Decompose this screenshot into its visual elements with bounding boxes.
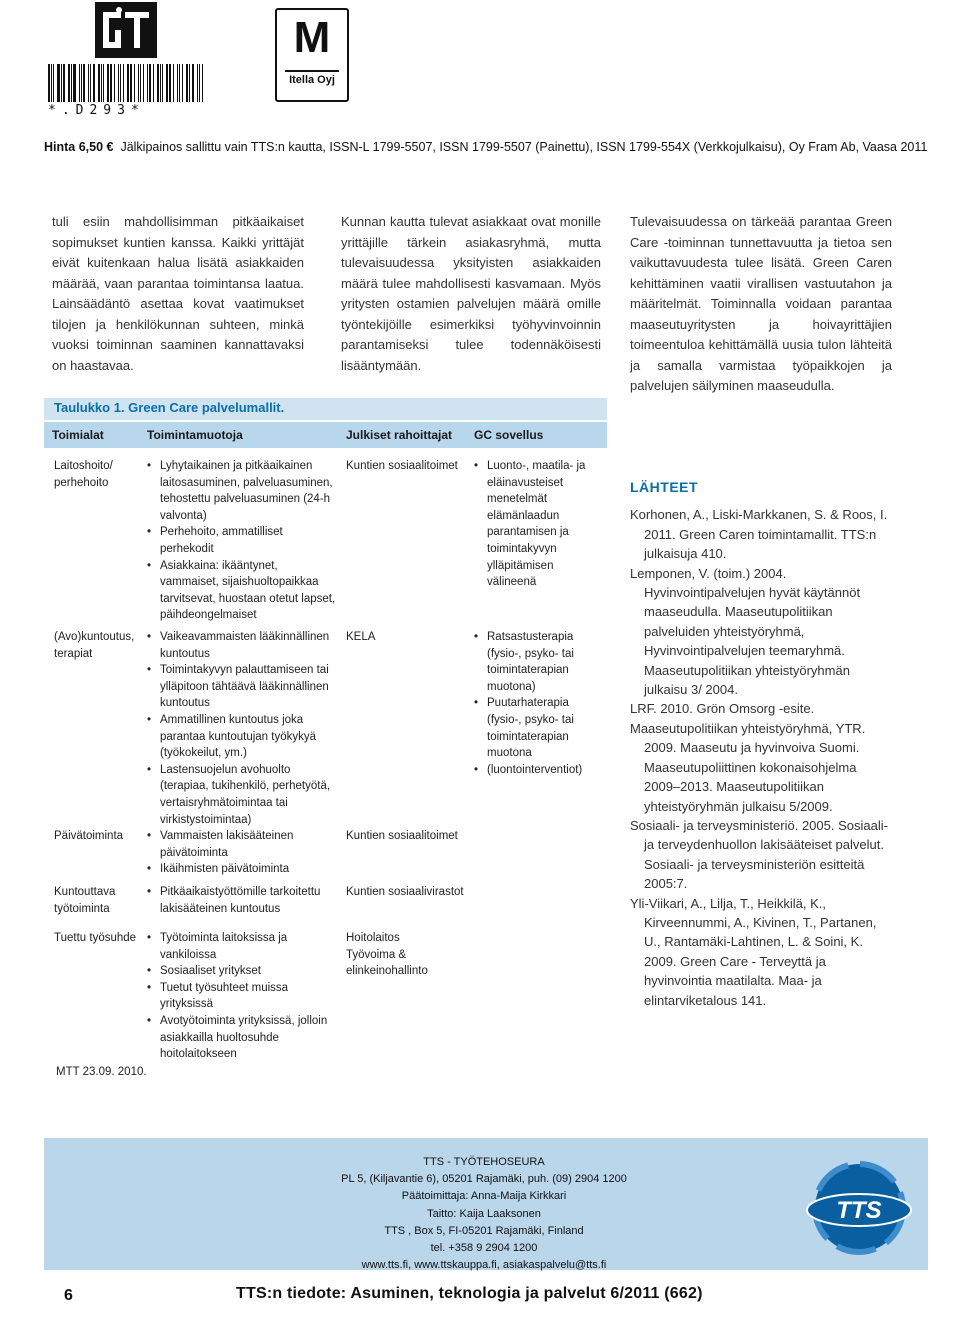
- barcode-bar: [177, 64, 178, 102]
- page-number: 6: [64, 1287, 73, 1304]
- footer-line: PL 5, (Kiljavantie 6), 05201 Rajamäki, puh. (09) 2904 1200: [341, 1173, 627, 1186]
- barcode-bar: [127, 64, 129, 102]
- barcode-bar: [114, 64, 115, 102]
- table-cell-funders: Hoitolaitos Työvoima & elinkeinohallinto: [346, 932, 428, 978]
- footer-contact: [224, 1154, 744, 1274]
- barcode-bar: [61, 64, 62, 102]
- list-item: • Ikäihmisten päivätoiminta: [147, 861, 339, 878]
- barcode-bar: [157, 64, 159, 102]
- barcode-bar: [93, 64, 95, 102]
- references-list: [630, 505, 892, 1010]
- footer-line: tel. +358 9 2904 1200: [430, 1242, 538, 1255]
- barcode-bar: [192, 64, 194, 102]
- list-item: • Työtoiminta laitoksissa ja vankiloissa: [147, 930, 339, 963]
- table-cell-funders: Kuntien sosiaalitoimet: [346, 830, 458, 842]
- references-title: LÄHTEET: [630, 479, 699, 495]
- barcode-bar: [123, 64, 124, 102]
- list-item: • Lyhytaikainen ja pitkäaikainen laitosasuminen, palveluasuminen, tehostettu palveluasuminen (24-h valvonta): [147, 458, 339, 524]
- barcode-bar: [186, 64, 188, 102]
- svg-text:TTS: TTS: [836, 1197, 882, 1224]
- barcode-bar: [71, 64, 72, 102]
- footer-line: TTS - TYÖTEHOSEURA: [423, 1156, 545, 1168]
- header-gc-sovellus: GC sovellus: [474, 428, 544, 442]
- table-header: [44, 422, 607, 448]
- table-cell-funders: KELA: [346, 631, 376, 643]
- barcode-bar: [90, 64, 91, 102]
- barcode-bar: [182, 64, 183, 102]
- barcode-bar: [169, 64, 171, 102]
- footer-line: Päätoimittaja: Anna-Maija Kirkkari: [401, 1190, 567, 1203]
- table-cell-forms: [147, 828, 339, 878]
- table-cell-field: Tuettu työsuhde: [54, 932, 137, 944]
- footer-line[interactable]: www.tts.fi, www.ttskauppa.fi, asiakaspalvelu@tts.fi: [361, 1259, 607, 1272]
- barcode-bar: [88, 64, 89, 102]
- list-item: • Vammaisten lakisääteinen päivätoiminta: [147, 828, 339, 861]
- barcode-bar: [51, 64, 52, 102]
- barcode-bar: [166, 64, 168, 102]
- list-item: • Perhehoito, ammatilliset perhekodit: [147, 524, 339, 557]
- list-item: • Ratsastusterapia (fysio-, psyko- tai toimintaterapian muotona): [474, 629, 602, 695]
- barcode-bar: [153, 64, 154, 102]
- barcode-bar: [160, 64, 161, 102]
- barcode-bar: [110, 64, 112, 102]
- list-item: • Asiakkaina: ikääntynet, vammaiset, sijaishuoltopaikkaa tarvitsevat, huostaan otetut lapset, päihdeongelmaiset: [147, 558, 339, 624]
- table-cell-gc: [474, 458, 602, 591]
- barcode-bar: [79, 64, 80, 102]
- stamp-company: Itella Oyj: [289, 74, 335, 86]
- barcode-bar: [202, 64, 204, 102]
- barcode-bar: [83, 64, 85, 102]
- reference-item: Lemponen, V. (toim.) 2004. Hyvinvointipalvelujen hyvät käytännöt maaseudulla. Maaseutupolitiikan palveluiden yhteistyöryhmä, Hyvinvointipalvelujen teemaryhmä. Maaseutupolitiikan yhteistyöryhmän julkaisu 3/ 2004.: [630, 565, 861, 698]
- barcode-bar: [107, 64, 109, 102]
- list-item: • Vaikeavammaisten lääkinnällinen kuntoutus: [147, 629, 339, 662]
- barcode-bar: [143, 64, 144, 102]
- footer-line: TTS , Box 5, FI-05201 Rajamäki, Finland: [384, 1224, 584, 1237]
- price-line: [44, 140, 928, 154]
- list-item: • Avotyötoiminta yrityksissä, jolloin asiakkailla huoltosuhde hoitolaitokseen: [147, 1013, 339, 1063]
- table-cell-forms: [147, 930, 339, 1063]
- table-cell-field: Päivätoiminta: [54, 830, 124, 842]
- table-cell-field: Kuntouttava työtoiminta: [54, 886, 116, 915]
- stamp-divider: [285, 70, 339, 72]
- barcode: [48, 64, 206, 102]
- footer-box: [44, 1138, 928, 1270]
- barcode-bar: [189, 64, 190, 102]
- footer-line: Taitto: Kaija Laaksonen: [427, 1207, 541, 1220]
- barcode-bar: [140, 64, 142, 102]
- list-item: • Lastensuojelun avohuolto (terapiaa, tukihenkilö, perhetyötä, vertaisryhmätoimintaa tai virkistystoimintaa): [147, 762, 339, 828]
- header-toimintamuotoja: Toimintamuotoja: [147, 428, 243, 442]
- barcode-bar: [162, 64, 163, 102]
- table-cell-forms: [147, 458, 339, 624]
- stamp-letter: M: [293, 13, 331, 62]
- barcode-bar: [68, 64, 70, 102]
- green-care-table: [44, 398, 607, 1080]
- tts-emblem-logo: [95, 2, 157, 58]
- list-item: • Pitkäaikaistyöttömille tarkoitettu lakisääteinen kuntoutus: [147, 884, 339, 917]
- barcode-bar: [120, 64, 122, 102]
- barcode-bar: [48, 64, 50, 102]
- table-cell-field: Laitoshoito/ perhehoito: [54, 460, 113, 489]
- barcode-bar: [134, 64, 135, 102]
- list-item: • Toimintakyvyn palauttamiseen tai ylläpitoon tähtäävä lääkinnällinen kuntoutus: [147, 662, 339, 712]
- reference-item: Sosiaali- ja terveysministeriö. 2005. Sosiaali- ja terveydenhuollon lakisääteiset palvelut. Sosiaali- ja terveysministeriön esitteitä 2005:7.: [630, 817, 888, 892]
- list-item: • Sosiaaliset yritykset: [147, 963, 339, 980]
- body-column-3: Tulevaisuudessa on tärkeää parantaa Green Care -toiminnan tunnettavuutta ja tietoa sen vaikuttavuudesta tulee lisätä. Green Caren kehittäminen vaatii virallisen vastuutahon ja määritelmät. Toiminnalla voidaan parantaa maaseutuyritysten ja hoivayrittäjien toimeentuloa kehittämällä uusia tulon lähteitä ja samalla varmistaa työpaikkojen ja palvelujen säilyminen maaseudulla.: [630, 214, 892, 393]
- list-item: • Tuetut työsuhteet muissa yrityksissä: [147, 980, 339, 1013]
- barcode-bar: [118, 64, 119, 102]
- reference-item: Maaseutupolitiikan yhteistyöryhmä, YTR. 2009. Maaseutu ja hyvinvoiva Suomi. Maaseutupoliittinen kokonaisohjelma 2009–2013. Maaseutupolitiikan yhteistyöryhmän julkaisu 5/2009.: [630, 720, 866, 814]
- barcode-bar: [147, 64, 148, 102]
- table-cell-funders: Kuntien sosiaalitoimet: [346, 460, 458, 472]
- barcode-bar: [179, 64, 181, 102]
- header-rahoittajat: Julkiset rahoittajat: [346, 428, 453, 442]
- publication-title: TTS:n tiedote: Asuminen, teknologia ja palvelut 6/2011 (662): [236, 1285, 703, 1302]
- references-section: [630, 478, 892, 1010]
- barcode-bar: [149, 64, 151, 102]
- list-item: • Ammatillinen kuntoutus joka parantaa kuntoutujan työkykyä (työkokeilut, ym.): [147, 712, 339, 762]
- barcode-bar: [138, 64, 139, 102]
- table-cell-forms: [147, 629, 339, 828]
- barcode-bar: [63, 64, 65, 102]
- reference-item: LRF. 2010. Grön Omsorg -esite.: [630, 701, 815, 717]
- barcode-bar: [53, 64, 54, 102]
- price-label: Hinta 6,50 €: [44, 140, 114, 154]
- barcode-bar: [73, 64, 75, 102]
- barcode-bar: [57, 64, 59, 102]
- barcode-bar: [199, 64, 200, 102]
- table-cell-funders: Kuntien sosiaalivirastot: [346, 886, 464, 898]
- reference-item: Yli-Viikari, A., Lilja, T., Heikkilä, K., Kirveennummi, A., Kivinen, T., Partanen, U., Rantamäki-Lahtinen, L. & Soini, K. 2009. Green Care - Terveyttä ja hyvinvointia maatilalta. Maa- ja elintarviketalous 141.: [630, 895, 877, 1008]
- list-item: • Luonto-, maatila- ja eläinavusteiset menetelmät elämänlaadun parantamisen ja toimintakyvyn ylläpitämisen välineenä: [474, 458, 602, 591]
- barcode-text: *.D293*: [48, 103, 145, 118]
- barcode-bar: [101, 64, 102, 102]
- table-cell-gc: [474, 629, 602, 778]
- barcode-bar: [197, 64, 198, 102]
- barcode-bar: [130, 64, 132, 102]
- price-details: Jälkipainos sallittu vain TTS:n kautta, ISSN-L 1799-5507, ISSN 1799-5507 (Painettu), ISSN 1799-554X (Verkkojulkaisu), Oy Fram Ab, Vaasa 2011: [120, 140, 928, 154]
- barcode-bar: [173, 64, 174, 102]
- list-item: • (luontointerventiot): [474, 762, 602, 779]
- tts-logo: [804, 1158, 914, 1258]
- body-column-2: Kunnan kautta tulevat asiakkaat ovat monille yrittäjille tärkein asiakasryhmä, mutta tulevaisuudessa yksityisten asiakkaiden määrä tulee mahdollisesti kasvamaan. Myös yritysten ostamien palvelujen määrä omille työntekijöille esimerkiksi työhyvinvoinnin parantamiseksi tulee todennäköisesti lisääntymään.: [341, 214, 601, 373]
- barcode-bar: [81, 64, 82, 102]
- barcode-bar: [103, 64, 104, 102]
- table-cell-forms: [147, 884, 339, 917]
- table-caption-text: Taulukko 1. Green Care palvelumallit.: [54, 400, 285, 415]
- header-toimialat: Toimialat: [52, 428, 104, 442]
- body-column-1: tuli esiin mahdollisimman pitkäaikaiset sopimukset kuntien kanssa. Kaikki yrittäjät eivät kuitenkaan halua lisätä asiakkaiden määrää, vaan parantaa toimintansa laatua. Lainsäädäntö asettaa kovat vaatimukset tilojen ja henkilökunnan suhteen, minkä vuoksi toiminnan saaminen kannattavaksi on haastavaa.: [52, 214, 304, 373]
- barcode-bar: [98, 64, 100, 102]
- list-item: • Puutarhaterapia (fysio-, psyko- tai toimintaterapian muotona: [474, 695, 602, 761]
- table-source-note: MTT 23.09. 2010.: [56, 1066, 147, 1078]
- postage-stamp: [275, 8, 349, 102]
- table-caption: [44, 398, 607, 420]
- reference-item: Korhonen, A., Liski-Markkanen, S. & Roos, I. 2011. Green Caren toimintamallit. TTS:n julkaisuja 410.: [630, 507, 888, 562]
- table-cell-field: (Avo)kuntoutus, terapiat: [54, 631, 135, 660]
